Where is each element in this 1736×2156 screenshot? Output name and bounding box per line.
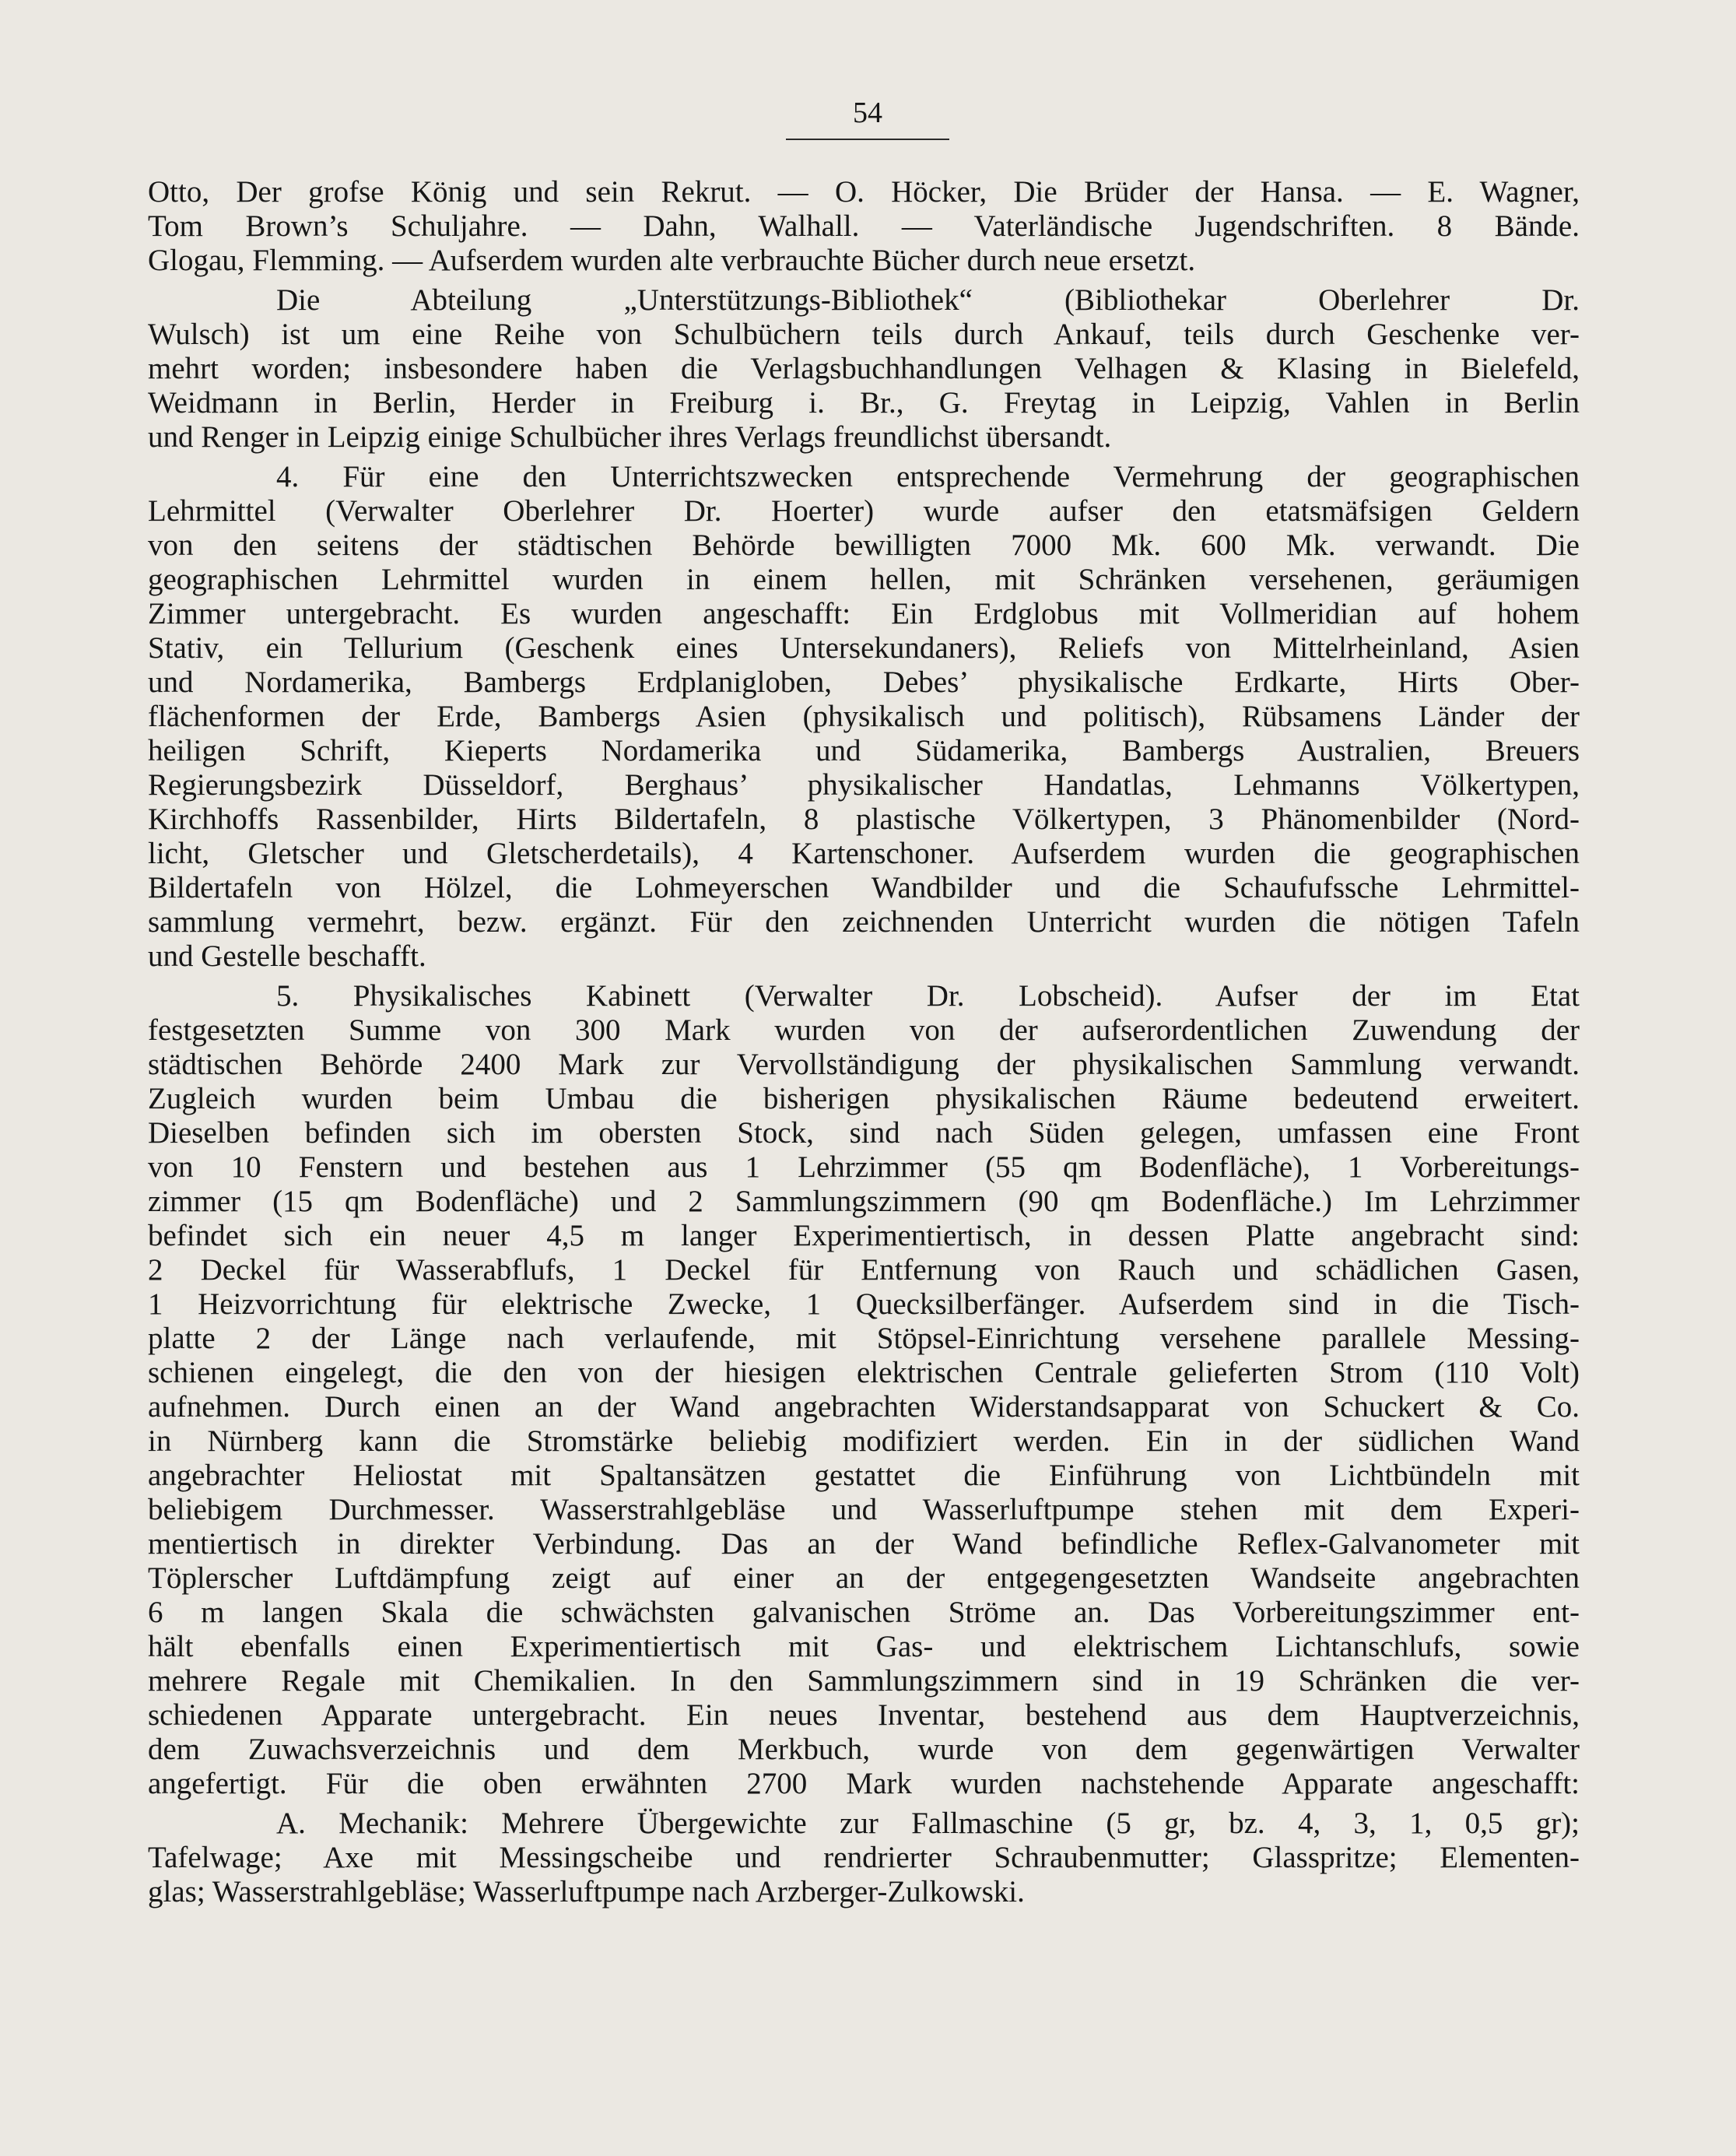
text-line: Otto, Der grofse König und sein Rekrut. — O. Höcker, Die Brüder der Hansa. — E. Wagner, [148, 175, 1580, 209]
text-line: Zugleich wurden beim Umbau die bisherigen physikalischen Räume bedeutend erweitert. [148, 1082, 1580, 1115]
text-line: angebrachter Heliostat mit Spaltansätzen gestattet die Einführung von Lichtbündeln mit [148, 1459, 1580, 1492]
text-line: schiedenen Apparate untergebracht. Ein neues Inventar, bestehend aus dem Hauptverzeichnis, [148, 1698, 1580, 1732]
text-line: zimmer (15 qm Bodenfläche) und 2 Sammlungszimmern (90 qm Bodenfläche.) Im Lehrzimmer [148, 1185, 1580, 1218]
text-line: 5. Physikalisches Kabinett (Verwalter Dr. Lobscheid). Aufser der im Etat [276, 979, 1580, 1013]
text-line: Weidmann in Berlin, Herder in Freiburg i. Br., G. Freytag in Leipzig, Vahlen in Berlin [148, 386, 1580, 420]
text-line: Tom Brown’s Schuljahre. — Dahn, Walhall. — Vaterländische Jugendschriften. 8 Bände. [148, 209, 1580, 243]
text-line: von den seitens der städtischen Behörde bewilligten 7000 Mk. 600 Mk. verwandt. Die [148, 528, 1580, 562]
text-line: hält ebenfalls einen Experimentiertisch mit Gas- und elektrischem Lichtanschlufs, sowie [148, 1630, 1580, 1663]
text-line: Lehrmittel (Verwalter Oberlehrer Dr. Hoerter) wurde aufser den etatsmäfsigen Geldern [148, 494, 1580, 528]
text-line: angefertigt. Für die oben erwähnten 2700 Mark wurden nachstehende Apparate angeschafft: [148, 1767, 1580, 1800]
text-line: A. Mechanik: Mehrere Übergewichte zur Fallmaschine (5 gr, bz. 4, 3, 1, 0,5 gr); [276, 1807, 1580, 1840]
text-line: 2 Deckel für Wasserabflufs, 1 Deckel für Entfernung von Rauch und schädlichen Gasen, [148, 1253, 1580, 1287]
paragraph-gap [148, 455, 1580, 460]
text-line: Glogau, Flemming. — Aufserdem wurden alte verbrauchte Bücher durch neue ersetzt. [148, 244, 1196, 277]
paragraph-gap [148, 974, 1580, 979]
text-line: Töplerscher Luftdämpfung zeigt auf einer an der entgegengesetzten Wandseite angebrachten [148, 1561, 1580, 1595]
text-line: und Renger in Leipzig einige Schulbücher ihres Verlags freundlichst übersandt. [148, 420, 1112, 454]
text-line: Wulsch) ist um eine Reihe von Schulbüchern teils durch Ankauf, teils durch Geschenke ver- [148, 318, 1580, 351]
text-line: aufnehmen. Durch einen an der Wand angebrachten Widerstandsapparat von Schuckert & Co. [148, 1390, 1580, 1424]
text-line: Die Abteilung „Unterstützungs-Bibliothek“ (Bibliothekar Oberlehrer Dr. [276, 283, 1580, 317]
text-line: platte 2 der Länge nach verlaufende, mit Stöpsel-Einrichtung versehene parallele Messing- [148, 1322, 1580, 1355]
text-line: sammlung vermehrt, bezw. ergänzt. Für den zeichnenden Unterricht wurden die nötigen Tafeln [148, 905, 1580, 939]
text-line: glas; Wasserstrahlgebläse; Wasserluftpumpe nach Arzberger-Zulkowski. [148, 1875, 1025, 1908]
page-number: 54 [853, 97, 882, 129]
paragraph-gap [148, 1801, 1580, 1807]
paragraph-gap [148, 278, 1580, 283]
header-rule [786, 139, 949, 140]
text-line: 1 Heizvorrichtung für elektrische Zwecke, 1 Quecksilberfänger. Aufserdem sind in die Tisch- [148, 1287, 1580, 1321]
text-line: und Nordamerika, Bambergs Erdplanigloben, Debes’ physikalische Erdkarte, Hirts Ober- [148, 665, 1580, 699]
text-line: Zimmer untergebracht. Es wurden angeschafft: Ein Erdglobus mit Vollmeridian auf hohem [148, 597, 1580, 630]
body-text [148, 175, 1580, 1909]
text-line: beliebigem Durchmesser. Wasserstrahlgebläse und Wasserluftpumpe stehen mit dem Experi- [148, 1493, 1580, 1526]
text-line: und Gestelle beschafft. [148, 939, 426, 973]
text-line: festgesetzten Summe von 300 Mark wurden von der aufserordentlichen Zuwendung der [148, 1013, 1580, 1047]
text-line: mentiertisch in direkter Verbindung. Das an der Wand befindliche Reflex-Galvanometer mit [148, 1527, 1580, 1561]
text-line: Tafelwage; Axe mit Messingscheibe und rendrierter Schraubenmutter; Glasspritze; Elementen- [148, 1841, 1580, 1874]
text-line: Stativ, ein Tellurium (Geschenk eines Untersekundaners), Reliefs von Mittelrheinland, Asien [148, 631, 1580, 665]
text-line: heiligen Schrift, Kieperts Nordamerika und Südamerika, Bambergs Australien, Breuers [148, 734, 1580, 767]
text-line: Dieselben befinden sich im obersten Stock, sind nach Süden gelegen, umfassen eine Front [148, 1116, 1580, 1150]
text-line: befindet sich ein neuer 4,5 m langer Experimentiertisch, in dessen Platte angebracht sind: [148, 1219, 1580, 1252]
text-line: schienen eingelegt, die den von der hiesigen elektrischen Centrale gelieferten Strom (110 Volt) [148, 1356, 1580, 1389]
text-line: Regierungsbezirk Düsseldorf, Berghaus’ physikalischer Handatlas, Lehmanns Völkertypen, [148, 768, 1580, 802]
text-line: Kirchhoffs Rassenbilder, Hirts Bildertafeln, 8 plastische Völkertypen, 3 Phänomenbilder (Nord- [148, 802, 1580, 836]
text-line: dem Zuwachsverzeichnis und dem Merkbuch, wurde von dem gegenwärtigen Verwalter [148, 1733, 1580, 1766]
text-line: städtischen Behörde 2400 Mark zur Vervollständigung der physikalischen Sammlung verwandt. [148, 1048, 1580, 1081]
text-line: flächenformen der Erde, Bambergs Asien (physikalisch und politisch), Rübsamens Länder der [148, 700, 1580, 733]
text-line: geographischen Lehrmittel wurden in einem hellen, mit Schränken versehenen, geräumigen [148, 563, 1580, 596]
text-line: 6 m langen Skala die schwächsten galvanischen Ströme an. Das Vorbereitungszimmer ent- [148, 1596, 1580, 1629]
text-line: in Nürnberg kann die Stromstärke beliebig modifiziert werden. Ein in der südlichen Wand [148, 1424, 1580, 1458]
text-line: licht, Gletscher und Gletscherdetails), 4 Kartenschoner. Aufserdem wurden die geographischen [148, 837, 1580, 870]
text-line: mehrere Regale mit Chemikalien. In den Sammlungszimmern sind in 19 Schränken die ver- [148, 1664, 1580, 1698]
text-line: 4. Für eine den Unterrichtszwecken entsprechende Vermehrung der geographischen [276, 460, 1580, 493]
text-line: Bildertafeln von Hölzel, die Lohmeyerschen Wandbilder und die Schaufufssche Lehrmittel- [148, 871, 1580, 904]
text-line: von 10 Fenstern und bestehen aus 1 Lehrzimmer (55 qm Bodenfläche), 1 Vorbereitungs- [148, 1150, 1580, 1184]
text-line: mehrt worden; insbesondere haben die Verlagsbuchhandlungen Velhagen & Klasing in Bielefeld, [148, 352, 1580, 385]
